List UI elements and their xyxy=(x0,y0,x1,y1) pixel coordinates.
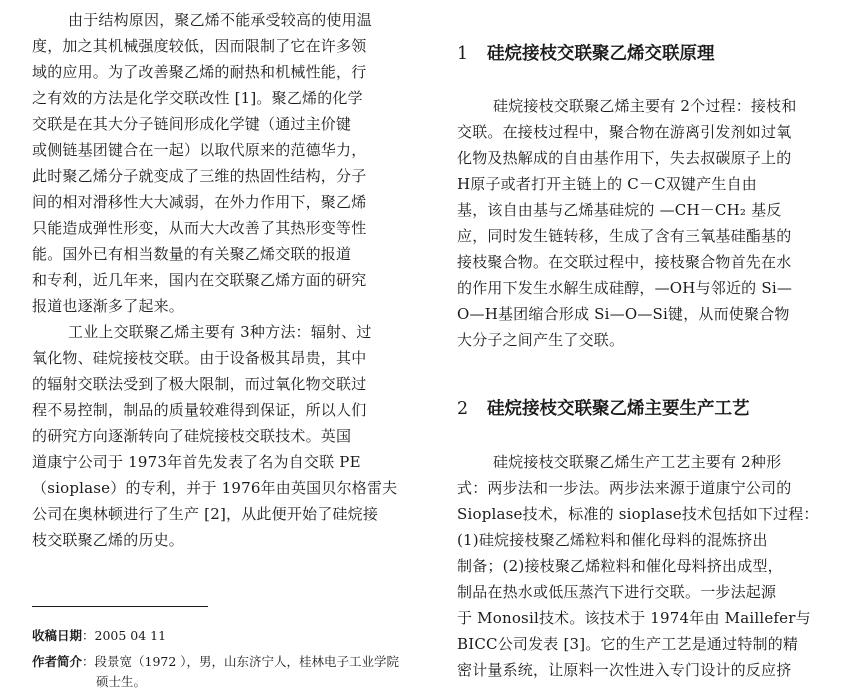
body-line: 式：两步法和一步法。两步法来源于道康宁公司的 xyxy=(457,479,792,497)
body-line: 密计量系统，让原料一次性进入专门设计的反应挤 xyxy=(457,661,792,679)
body-line: 公司在奥林顿进行了生产 [2]，从此便开始了硅烷接 xyxy=(32,505,379,523)
body-line: 氧化物、硅烷接枝交联。由于设备极其昂贵，其中 xyxy=(32,349,367,367)
body-line: 应，同时发生链转移，生成了含有三氧基硅酯基的 xyxy=(457,227,792,245)
body-line: (1)硅烷接枝聚乙烯粒料和催化母料的混炼挤出 xyxy=(457,531,768,549)
body-line: （sioplase）的专利，并于 1976年由英国贝尔格雷夫 xyxy=(32,479,398,497)
body-line: 报道也逐渐多了起来。 xyxy=(32,297,185,315)
author-bio-label: 作者简介 xyxy=(32,654,83,669)
body-line: 或侧链基团键合在一起）以取代原来的范德华力， xyxy=(32,141,367,159)
received-date-label: 收稿日期 xyxy=(32,628,83,643)
received-date xyxy=(32,626,166,646)
author-bio-value: ：段景宽（1972 ），男，山东济宁人，桂林电子工业学院 xyxy=(82,654,400,669)
body-line: 枝交联聚乙烯的历史。 xyxy=(32,531,185,549)
author-bio-cont: 硕士生。 xyxy=(96,674,147,689)
body-line: 的作用下发生水解生成硅醇，—OH与邻近的 Si— xyxy=(457,279,793,297)
body-line: 能。国外已有相当数量的有关聚乙烯交联的报道 xyxy=(32,245,352,263)
body-line: 接枝聚合物。在交联过程中，接枝聚合物首先在水 xyxy=(457,253,792,271)
body-line: 程不易控制，制品的质量较难得到保证，所以人们 xyxy=(32,401,367,419)
body-line: 之有效的方法是化学交联改性 [1]。聚乙烯的化学 xyxy=(32,89,363,107)
body-line: 制品在热水或低压蒸汽下进行交联。一步法起源 xyxy=(457,583,777,601)
section-heading xyxy=(457,40,715,68)
received-date-value: ：2005 04 11 xyxy=(82,628,167,643)
body-line: 工业上交联聚乙烯主要有 3种方法：辐射、过 xyxy=(68,323,372,341)
section-title: 硅烷接枝交联聚乙烯主要生产工艺 xyxy=(487,399,750,419)
body-line: O—H基团缩合形成 Si—O—Si键，从而使聚合物 xyxy=(457,305,790,323)
section-heading xyxy=(457,395,750,423)
body-line: 由于结构原因，聚乙烯不能承受较高的使用温 xyxy=(68,11,373,29)
body-line: 域的应用。为了改善聚乙烯的耐热和机械性能，行 xyxy=(32,63,367,81)
footnote-divider xyxy=(32,606,208,607)
body-line: 化物及热解成的自由基作用下，失去叔碳原子上的 xyxy=(457,149,792,167)
section-number: 1 xyxy=(457,44,469,64)
body-line: 的辐射交联法受到了极大限制，而过氧化物交联过 xyxy=(32,375,367,393)
body-line: 间的相对滑移性大大减弱，在外力作用下，聚乙烯 xyxy=(32,193,367,211)
body-line: 此时聚乙烯分子就变成了三维的热固性结构，分子 xyxy=(32,167,367,185)
body-line: 于 Monosil技术。该技术于 1974年由 Maillefer与 xyxy=(457,609,811,627)
body-line: 制备；(2)接枝聚乙烯粒料和催化母料挤出成型， xyxy=(457,557,783,575)
body-line: 和专利，近几年来，国内在交联聚乙烯方面的研究 xyxy=(32,271,367,289)
body-line: 的研究方向逐渐转向了硅烷接枝交联技术。英国 xyxy=(32,427,352,445)
body-line: Sioplase技术，标准的 sioplase技术包括如下过程： xyxy=(457,505,819,523)
body-line: 只能造成弹性形变，从而大大改善了其热形变等性 xyxy=(32,219,367,237)
body-line: 度，加之其机械强度较低，因而限制了它在许多领 xyxy=(32,37,367,55)
body-line: 基，该自由基与乙烯基硅烷的 —CH－CH₂ 基反 xyxy=(457,201,782,219)
body-line: 硅烷接枝交联聚乙烯生产工艺主要有 2种形 xyxy=(493,453,782,471)
body-line: 硅烷接枝交联聚乙烯主要有 2个过程：接枝和 xyxy=(493,97,797,115)
section-title: 硅烷接枝交联聚乙烯交联原理 xyxy=(487,44,715,64)
body-line: 交联是在其大分子链间形成化学键（通过主价键 xyxy=(32,115,352,133)
body-line: H原子或者打开主链上的 C－C双键产生自由 xyxy=(457,175,758,193)
section-number: 2 xyxy=(457,399,469,419)
body-line: 大分子之间产生了交联。 xyxy=(457,331,625,349)
body-line: BICC公司发表 [3]。它的生产工艺是通过特制的精 xyxy=(457,635,799,653)
author-bio xyxy=(32,652,399,672)
body-line: 交联。在接枝过程中，聚合物在游离引发剂如过氧 xyxy=(457,123,792,141)
body-line: 道康宁公司于 1973年首先发表了名为自交联 PE xyxy=(32,453,361,471)
